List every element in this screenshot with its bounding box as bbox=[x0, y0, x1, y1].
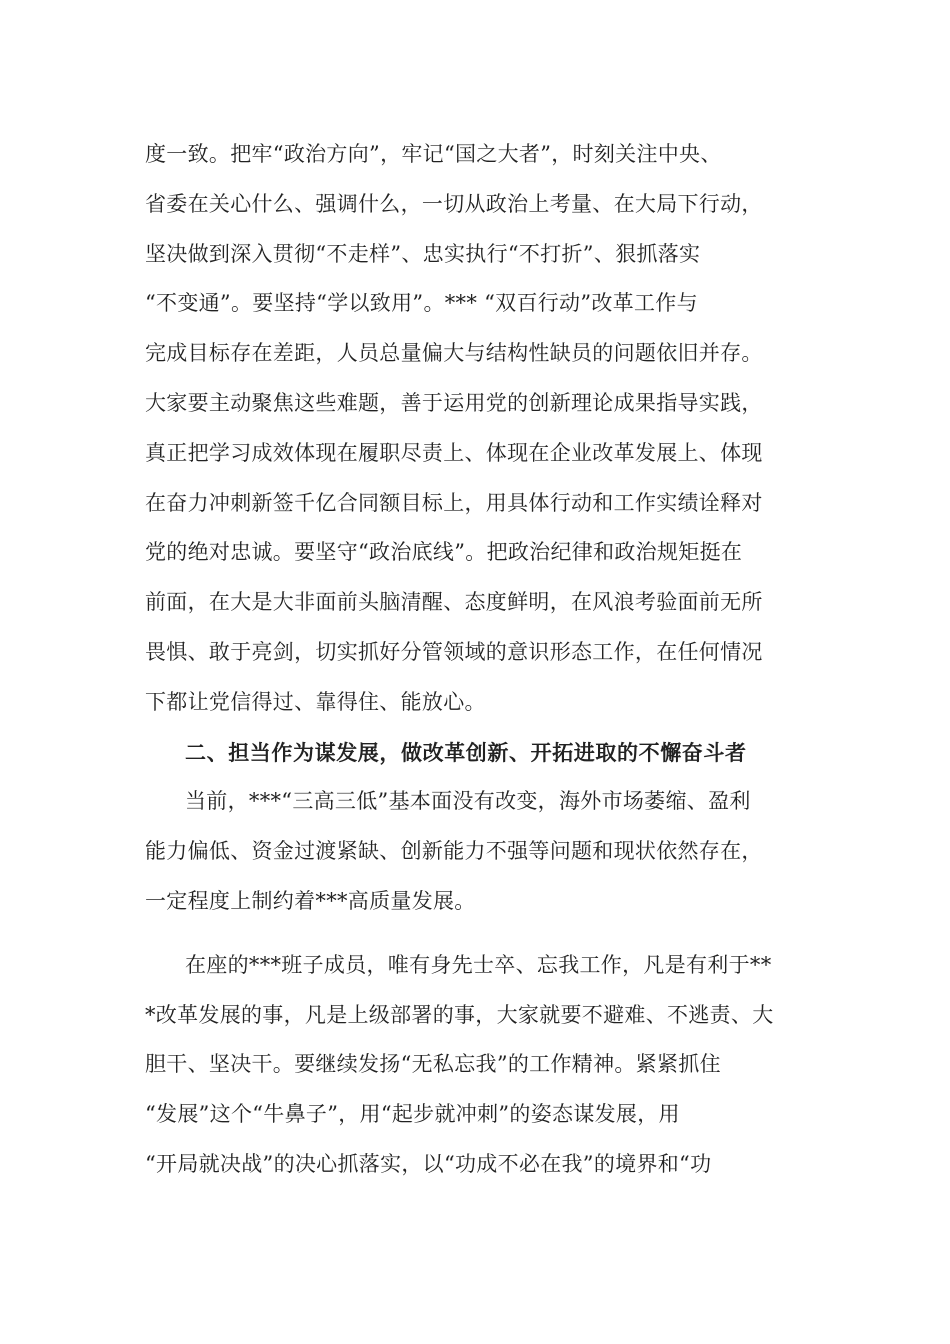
text-line: 在座的***班子成员，唯有身先士卒、忘我工作，凡是有利于** bbox=[185, 952, 772, 977]
text-line: 胆干、坚决干。要继续发扬“无私忘我”的工作精神。紧紧抓住 bbox=[145, 1052, 721, 1077]
text-line: “不变通”。要坚持“学以致用”。*** “双百行动”改革工作与 bbox=[145, 291, 698, 316]
paragraph-team-members bbox=[145, 941, 805, 1190]
text-line: 省委在关心什么、强调什么，一切从政治上考量、在大局下行动， bbox=[145, 191, 763, 216]
text-line: 一定程度上制约着***高质量发展。 bbox=[145, 888, 476, 913]
paragraph-spacer bbox=[145, 927, 805, 941]
paragraph-current-situation bbox=[145, 777, 805, 926]
text-line: 坚决做到深入贯彻“不走样”、忠实执行“不打折”、狠抓落实 bbox=[145, 241, 701, 266]
text-line: 下都让党信得过、靠得住、能放心。 bbox=[145, 689, 486, 714]
text-line: 前面，在大是大非面前头脑清醒、态度鲜明，在风浪考验面前无所 bbox=[145, 590, 763, 615]
text-line: 真正把学习成效体现在履职尽责上、体现在企业改革发展上、体现 bbox=[145, 440, 763, 465]
section-heading-two: 二、担当作为谋发展，做改革创新、开拓进取的不懈奋斗者 bbox=[185, 739, 747, 765]
text-line: 完成目标存在差距，人员总量偏大与结构性缺员的问题依旧并存。 bbox=[145, 341, 763, 366]
text-line: 畏惧、敢于亮剑，切实抓好分管领域的意识形态工作，在任何情况 bbox=[145, 639, 763, 664]
text-line: 当前，***“三高三低”基本面没有改变，海外市场萎缩、盈利 bbox=[185, 789, 751, 814]
paragraph-political-direction bbox=[145, 130, 805, 728]
text-line: “发展”这个“牛鼻子”，用“起步就冲刺”的姿态谋发展，用 bbox=[145, 1102, 680, 1127]
text-line: 党的绝对忠诚。要坚守“政治底线”。把政治纪律和政治规矩挺在 bbox=[145, 540, 743, 565]
text-line: “开局就决战”的决心抓落实，以“功成不必在我”的境界和“功 bbox=[145, 1151, 712, 1176]
text-line: *改革发展的事，凡是上级部署的事，大家就要不避难、不逃责、大 bbox=[145, 1002, 774, 1027]
text-line: 度一致。把牢“政治方向”，牢记“国之大者”，时刻关注中央、 bbox=[145, 142, 722, 166]
text-line: 在奋力冲刺新签千亿合同额目标上，用具体行动和工作实绩诠释对 bbox=[145, 490, 763, 515]
document-page bbox=[145, 130, 805, 1190]
text-line: 大家要主动聚焦这些难题，善于运用党的创新理论成果指导实践， bbox=[145, 390, 763, 415]
text-line: 能力偏低、资金过渡紧缺、创新能力不强等问题和现状依然存在， bbox=[145, 839, 763, 864]
